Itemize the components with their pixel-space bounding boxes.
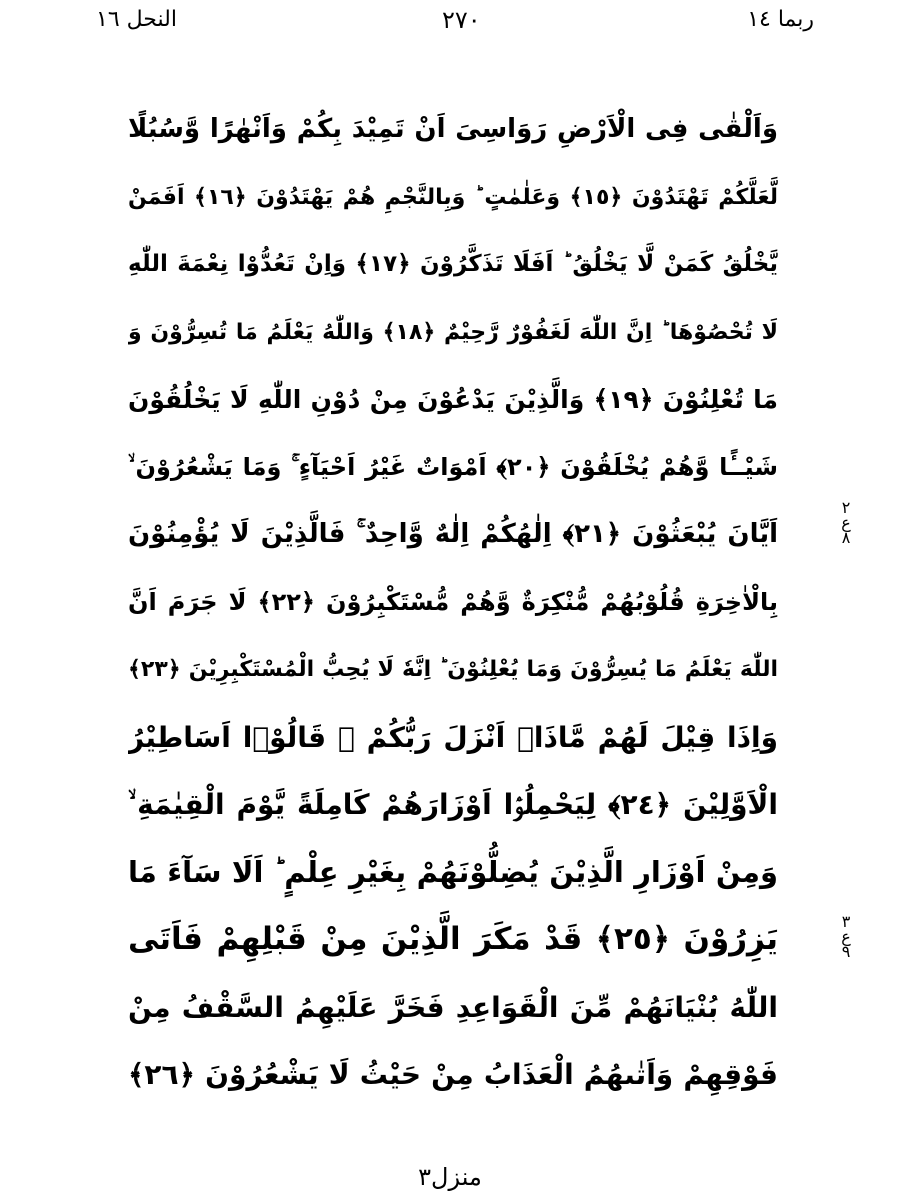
verse-block	[128, 96, 778, 1109]
verse-line: لَا تُحْصُوْهَا ؕ اِنَّ اللّٰهَ لَغَفُوْرٌ رَّحِیْمٌ ﴿١٨﴾ وَاللّٰهُ یَعْلَمُ مَا تُسِرُّوْنَ وَ	[128, 319, 778, 345]
ruku-marker-number: ٢	[841, 498, 851, 517]
verse-line: یَزِرُوْنَ ﴿٢٥﴾ قَدْ مَكَرَ الَّذِیْنَ مِنْ قَبْلِهِمْ فَاَتَى	[128, 921, 778, 957]
verse-line: فَوْقِهِمْ وَاَتٰىهُمُ الْعَذَابُ مِنْ حَیْثُ لَا یَشْعُرُوْنَ ﴿٢٦﴾	[128, 1058, 778, 1091]
ruku-marker-symbol: ع	[841, 927, 851, 946]
verse-line: وَاِذَا قِیْلَ لَهُمْ مَّاذَاۤ اَنْزَلَ رَبُّكُمْ ۙ قَالُوْۤا اَسَاطِیْرُ	[128, 720, 778, 754]
ruku-marker-count: ٩	[841, 942, 851, 961]
manzil-footer: منزل٣	[418, 1163, 482, 1191]
verse-line: شَیْــًٔا وَّهُمْ یُخْلَقُوْنَ ﴿٢٠﴾ اَمْوَاتٌ غَیْرُ اَحْیَآءٍ ۚ وَمَا یَشْعُرُوْنَ ۙ	[128, 452, 778, 481]
verse-line: الْاَوَّلِیْنَ ﴿٢٤﴾ لِیَحْمِلُوْۤا اَوْزَارَهُمْ كَامِلَةً یَّوْمَ الْقِیٰمَةِ ۙ	[128, 788, 778, 821]
verse-line: یَّخْلُقُ كَمَنْ لَّا یَخْلُقُ ؕ اَفَلَا تَذَكَّرُوْنَ ﴿١٧﴾ وَاِنْ تَعُدُّوْا نِعْمَةَ اللّٰهِ	[128, 251, 778, 277]
ruku-marker	[826, 914, 866, 959]
page-number: ٢٧٠	[442, 6, 481, 34]
verse-line: مَا تُعْلِنُوْنَ ﴿١٩﴾ وَالَّذِیْنَ یَدْعُوْنَ مِنْ دُوْنِ اللّٰهِ لَا یَخْلُقُوْنَ	[128, 385, 778, 414]
ruku-marker-number: ٣	[841, 912, 851, 931]
verse-line: اللّٰهُ بُنْیَانَهُمْ مِّنَ الْقَوَاعِدِ فَخَرَّ عَلَیْهِمُ السَّقْفُ مِنْ	[128, 990, 778, 1024]
verse-line: اَیَّانَ یُبْعَثُوْنَ ﴿٢١﴾ اِلٰهُكُمْ اِلٰهٌ وَّاحِدٌ ۚ فَالَّذِیْنَ لَا یُؤْمِنُوْنَ	[128, 519, 778, 549]
verse-line: وَاَلْقٰى فِی الْاَرْضِ رَوَاسِیَ اَنْ تَمِیْدَ بِكُمْ وَاَنْهٰرًا وَّسُبُلًا	[128, 114, 778, 144]
ruku-marker-count: ٨	[841, 528, 851, 547]
verse-line: وَمِنْ اَوْزَارِ الَّذِیْنَ یُضِلُّوْنَهُمْ بِغَیْرِ عِلْمٍ ؕ اَلَا سَآءَ مَا	[128, 854, 778, 889]
ruku-marker	[826, 500, 866, 545]
verse-line: بِالْاٰخِرَةِ قُلُوْبُهُمْ مُّنْكِرَةٌ وَّهُمْ مُّسْتَكْبِرُوْنَ ﴿٢٢﴾ لَا جَرَمَ اَنَّ	[128, 587, 778, 616]
surah-name: النحل ١٦	[96, 7, 177, 32]
juz-name: ربما ١٤	[747, 7, 814, 32]
verse-line: لَّعَلَّكُمْ تَهْتَدُوْنَ ﴿١٥﴾ وَعَلٰمٰتٍ ؕ وَبِالنَّجْمِ هُمْ یَهْتَدُوْنَ ﴿١٦﴾ اَفَمَنْ	[128, 184, 778, 210]
page-header	[0, 4, 900, 40]
ruku-marker-symbol: ع	[841, 513, 851, 532]
verse-line: اللّٰهَ یَعْلَمُ مَا یُسِرُّوْنَ وَمَا یُعْلِنُوْنَ ؕ اِنَّهٗ لَا یُحِبُّ الْمُسْتَكْبِرِیْنَ ﴿٢٣﴾	[128, 657, 778, 682]
